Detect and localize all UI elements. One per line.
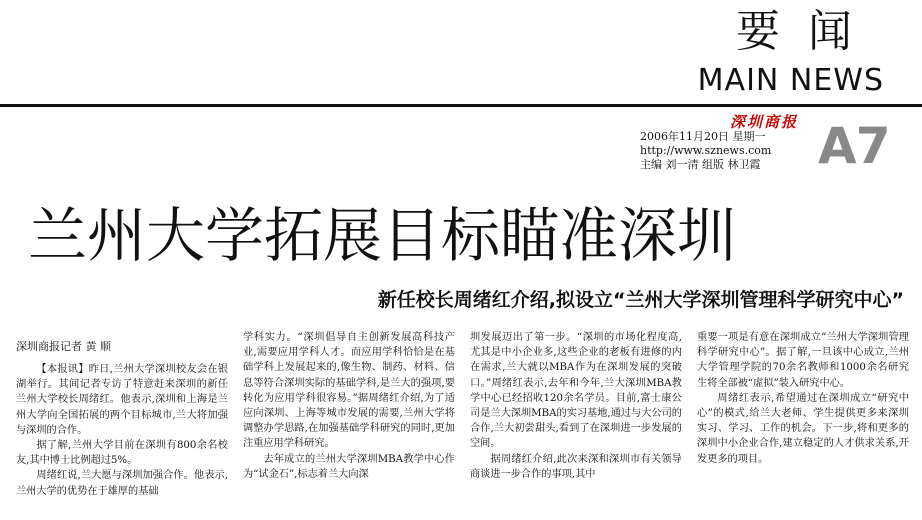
paragraph: 周绪红说,兰大愿与深圳加强合作。他表示,兰州大学的优势在于雄厚的基础 bbox=[16, 470, 228, 497]
paragraph: 圳发展迈出了第一步。“深圳的市场化程度高,尤其是中小企业多,这些企业的老板有进修的内在需求,兰大就以MBA作为在深圳发展的突破口。”周绪红表示,去年和今年,兰大深圳MBA教学中心已经招收120余名学员。目前,富士康公司是兰大深圳MBA的实习基地,通过与大公司的合作,兰大初尝甜头,看到了在深圳进一步发展的空间。 bbox=[470, 332, 682, 450]
paragraph: 据周绪红介绍,此次来深和深圳市有关领导商谈进一步合作的事项,其中 bbox=[470, 453, 682, 480]
article-column-3 bbox=[470, 330, 682, 516]
headline: 兰州大学拓展目标瞄准深圳 bbox=[28, 201, 737, 270]
paragraph: 学科实力。“深圳倡导自主创新发展高科技产业,需要应用学科人才。而应用学科恰恰是在基础学科上发展起来的,像生物、制药、材料、信息等符合深圳实际的基础学科,是兰大的强项,要转化为应用学科很容易。”据周绪红介绍,为了适应向深圳、上海等城市发展的需要,兰州大学将调整办学思路,在加强基础学科研究的同时,更加注重应用学科研究。 bbox=[243, 332, 455, 450]
issue-date: 2006年11月20日 星期一 bbox=[640, 130, 766, 143]
paper-logo: 深圳商报 bbox=[730, 113, 799, 131]
page-number: A7 bbox=[818, 117, 890, 175]
article-column-1 bbox=[16, 362, 228, 518]
paragraph: 去年成立的兰州大学深圳MBA教学中心作为“试金石”,标志着兰大向深 bbox=[243, 453, 455, 480]
section-title-en: MAIN NEWS bbox=[697, 63, 884, 98]
article-column-2 bbox=[243, 330, 455, 516]
paper-url[interactable]: http://www.sznews.com bbox=[640, 144, 772, 157]
paragraph: 周绪红表示,希望通过在深圳成立“研究中心”的模式,给兰大老师、学生提供更多来深圳实习、学习、工作的机会。下一步,将和更多的深圳中小企业合作,建立稳定的人才供求关系,开发更多的项目。 bbox=[697, 392, 909, 465]
subheadline: 新任校长周绪红介绍,拟设立“兰州大学深圳管理科学研究中心” bbox=[377, 289, 904, 311]
paragraph: 重要一项是有意在深圳成立“兰州大学深圳管理科学研究中心”。据了解,一旦该中心成立,兰州大学管理学院的70余名教师和1000余名研究生将全部被“虚拟”装入研究中心。 bbox=[697, 332, 909, 389]
paragraph: 据了解,兰州大学目前在深圳有800余名校友,其中博士比例超过5%。 bbox=[16, 440, 228, 467]
section-title-cn: 要闻 bbox=[736, 6, 880, 57]
byline: 深圳商报记者 黄 顺 bbox=[16, 340, 111, 353]
editor-credits: 主编 刘一清 组版 林卫霞 bbox=[640, 158, 761, 171]
article-column-4 bbox=[697, 330, 909, 516]
header-rule bbox=[0, 104, 922, 107]
paragraph: 【本报讯】昨日,兰州大学深圳校友会在银湖举行。其间记者专访了特意赶来深圳的新任兰州大学校长周绪红。他表示,深圳和上海是兰州大学向全国拓展的两个目标城市,兰大将加强与深圳的合作。 bbox=[16, 364, 228, 436]
